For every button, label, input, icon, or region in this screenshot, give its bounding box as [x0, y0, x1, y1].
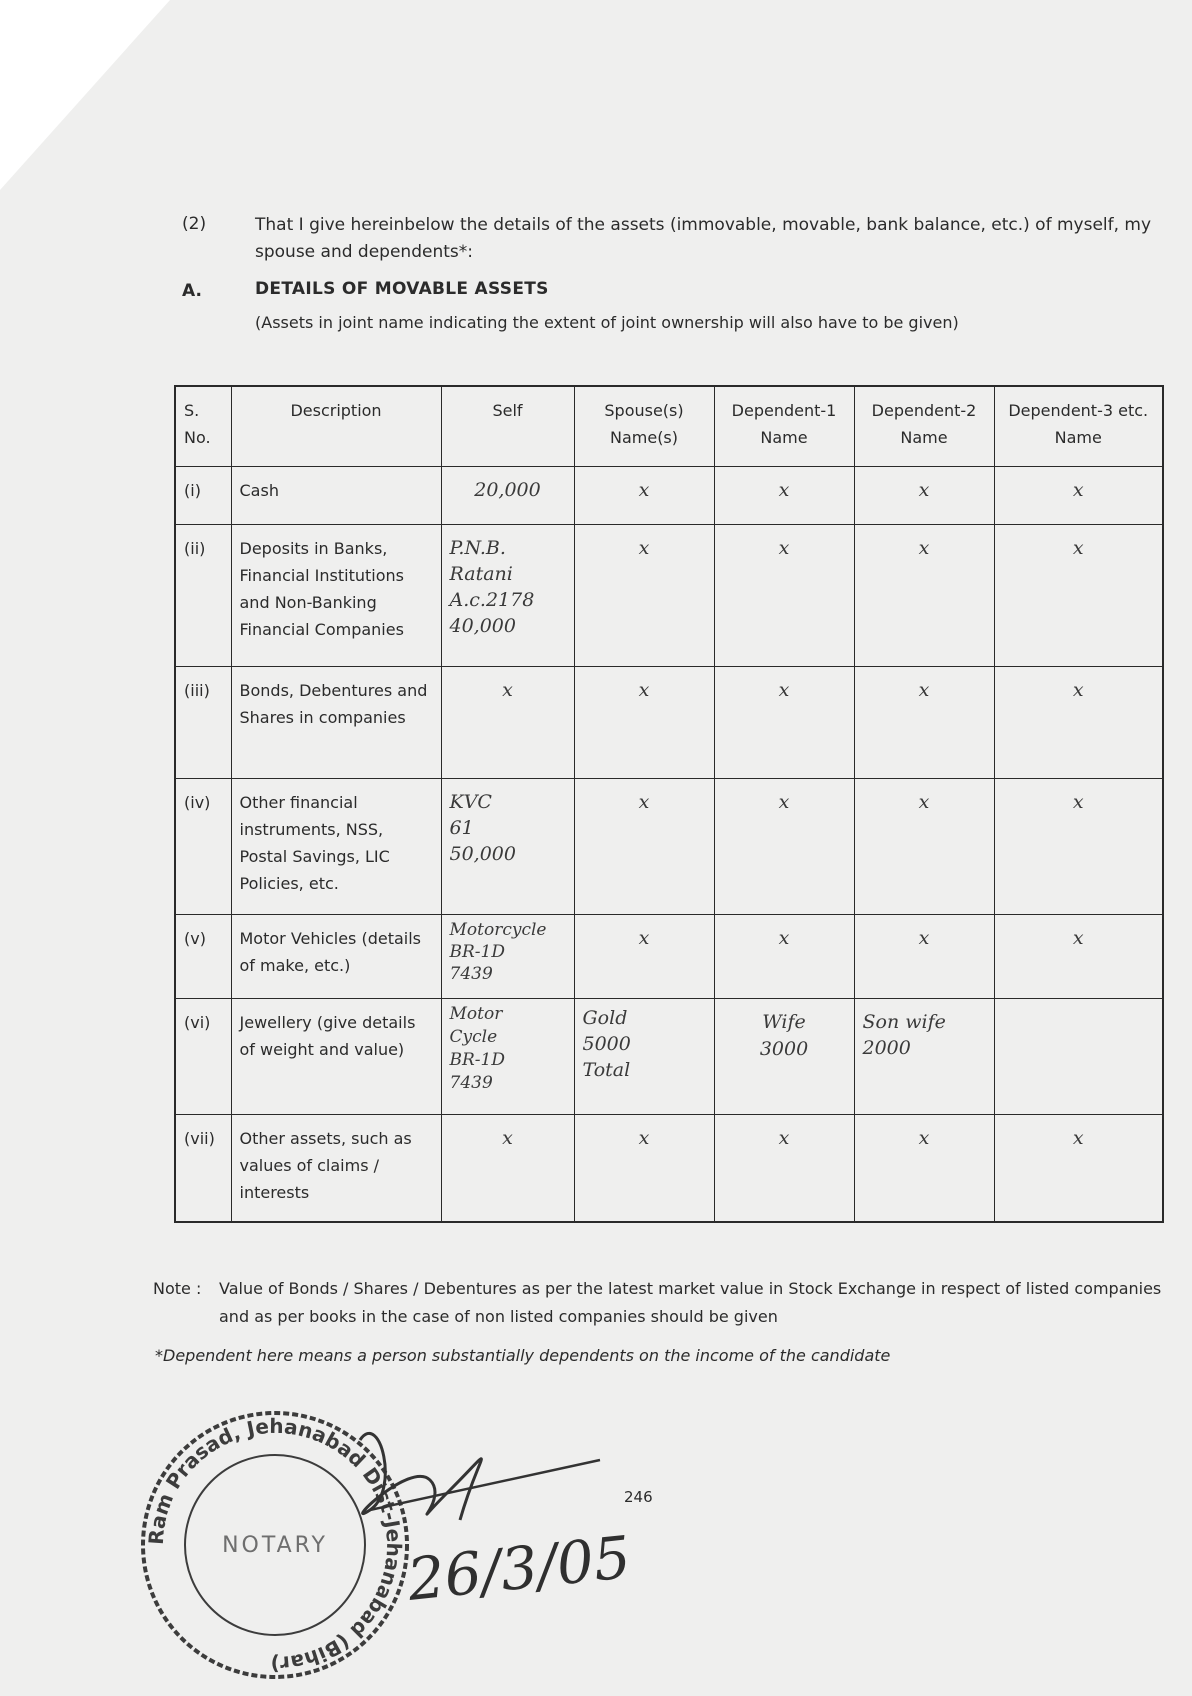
- row-spouse-value: x: [574, 778, 714, 914]
- handwritten-line: A.c.2178: [449, 588, 535, 611]
- row-self-value: x: [441, 666, 574, 778]
- handwritten-line: 61: [449, 816, 474, 839]
- note-label: Note :: [153, 1279, 202, 1298]
- movable-assets-table: [174, 385, 1164, 1223]
- row-dep1-value: x: [714, 666, 854, 778]
- table-row: [175, 666, 1163, 778]
- handwritten-line: 40,000: [449, 614, 516, 637]
- row-self-value: [441, 524, 574, 666]
- table-row: [175, 524, 1163, 666]
- handwritten-line: Son wife: [862, 1010, 946, 1033]
- row-dep1-value: x: [714, 914, 854, 998]
- row-description: Deposits in Banks, Financial Institutions and Non-Banking Financial Companies: [231, 524, 441, 666]
- handwritten-line: Ratani: [449, 562, 513, 585]
- handwritten-line: Total: [582, 1058, 631, 1081]
- table-header-row: [175, 386, 1163, 466]
- row-self-value: 20,000: [441, 466, 574, 524]
- row-spouse-value: x: [574, 914, 714, 998]
- row-dep3-value: [994, 998, 1163, 1114]
- page-number: 246: [624, 1488, 653, 1506]
- page-fold-corner: [0, 0, 170, 190]
- row-dep2-value: x: [854, 466, 994, 524]
- signature-date: 26/3/05: [404, 1522, 634, 1614]
- handwritten-line: 50,000: [449, 842, 516, 865]
- handwritten-line: Cycle: [449, 1026, 498, 1047]
- row-spouse-value: x: [574, 466, 714, 524]
- header-dependent-1: Dependent-1 Name: [714, 386, 854, 466]
- handwritten-line: KVC: [449, 790, 492, 813]
- table-row: [175, 466, 1163, 524]
- header-dependent-2: Dependent-2 Name: [854, 386, 994, 466]
- paragraph-text: That I give hereinbelow the details of the assets (immovable, movable, bank balance, etc.) of myself, my spouse and dependents*:: [255, 215, 1152, 262]
- row-description: Other financial instruments, NSS, Postal Savings, LIC Policies, etc.: [231, 778, 441, 914]
- note-text: Value of Bonds / Shares / Debentures as per the latest market value in Stock Exchange in respect of listed companies and as per books in the case of non listed companies should be given: [219, 1279, 1162, 1326]
- row-description: Jewellery (give details of weight and value): [231, 998, 441, 1114]
- section-letter: A.: [182, 281, 202, 301]
- row-spouse-value: x: [574, 666, 714, 778]
- row-dep2-value: x: [854, 1114, 994, 1222]
- stamp-center-text: NOTARY: [222, 1533, 328, 1558]
- handwritten-line: 3000: [759, 1037, 809, 1060]
- row-spouse-value: [574, 998, 714, 1114]
- row-dep3-value: x: [994, 466, 1163, 524]
- row-dep2-value: x: [854, 524, 994, 666]
- handwritten-line: 5000: [582, 1032, 631, 1055]
- table-row: [175, 914, 1163, 998]
- dependent-footnote: *Dependent here means a person substantially dependents on the income of the candidate: [155, 1346, 891, 1365]
- table-row: [175, 1114, 1163, 1222]
- handwritten-line: 7439: [449, 963, 493, 984]
- row-dep3-value: x: [994, 1114, 1163, 1222]
- section-title: DETAILS OF MOVABLE ASSETS: [255, 279, 549, 299]
- handwritten-line: Motorcycle: [449, 919, 547, 940]
- row-sno: (iv): [175, 778, 231, 914]
- row-spouse-value: x: [574, 524, 714, 666]
- row-self-value: [441, 998, 574, 1114]
- handwritten-line: BR-1D: [449, 1049, 505, 1070]
- table-row: [175, 778, 1163, 914]
- row-sno: (iii): [175, 666, 231, 778]
- row-description: Motor Vehicles (details of make, etc.): [231, 914, 441, 998]
- stamp-outer-text: Ram Prasad, Jehanabad Dist-Jehanabad (Bihar): [143, 1413, 407, 1677]
- row-dep1-value: x: [714, 1114, 854, 1222]
- signature-underline: [370, 1460, 600, 1510]
- handwritten-line: BR-1D: [449, 941, 505, 962]
- header-spouse: Spouse(s) Name(s): [574, 386, 714, 466]
- row-sno: (ii): [175, 524, 231, 666]
- row-dep3-value: x: [994, 914, 1163, 998]
- header-sno: S. No.: [175, 386, 231, 466]
- header-description: Description: [231, 386, 441, 466]
- header-self: Self: [441, 386, 574, 466]
- row-self-value: [441, 914, 574, 998]
- row-dep1-value: x: [714, 778, 854, 914]
- row-sno: (v): [175, 914, 231, 998]
- handwritten-line: Wife: [762, 1010, 806, 1033]
- handwritten-line: 2000: [862, 1036, 911, 1059]
- row-dep1-value: [714, 998, 854, 1114]
- row-dep1-value: x: [714, 466, 854, 524]
- row-spouse-value: x: [574, 1114, 714, 1222]
- row-dep2-value: x: [854, 914, 994, 998]
- row-self-value: x: [441, 1114, 574, 1222]
- row-sno: (i): [175, 466, 231, 524]
- paragraph-number: (2): [182, 214, 207, 234]
- row-dep1-value: x: [714, 524, 854, 666]
- row-description: Cash: [231, 466, 441, 524]
- handwritten-line: Motor: [449, 1003, 503, 1024]
- row-self-value: [441, 778, 574, 914]
- row-sno: (vi): [175, 998, 231, 1114]
- handwritten-line: Gold: [582, 1006, 628, 1029]
- row-dep2-value: [854, 998, 994, 1114]
- row-dep3-value: x: [994, 666, 1163, 778]
- row-dep3-value: x: [994, 778, 1163, 914]
- section-subtitle: (Assets in joint name indicating the extent of joint ownership will also have to be given): [255, 313, 959, 332]
- row-dep2-value: x: [854, 666, 994, 778]
- handwritten-line: 7439: [449, 1072, 493, 1093]
- row-dep3-value: x: [994, 524, 1163, 666]
- row-sno: (vii): [175, 1114, 231, 1222]
- row-description: Bonds, Debentures and Shares in companies: [231, 666, 441, 778]
- row-dep2-value: x: [854, 778, 994, 914]
- row-description: Other assets, such as values of claims / interests: [231, 1114, 441, 1222]
- table-row: [175, 998, 1163, 1114]
- signature-and-date: [340, 1400, 640, 1630]
- handwritten-line: P.N.B.: [449, 536, 506, 559]
- header-dependent-3: Dependent-3 etc. Name: [994, 386, 1163, 466]
